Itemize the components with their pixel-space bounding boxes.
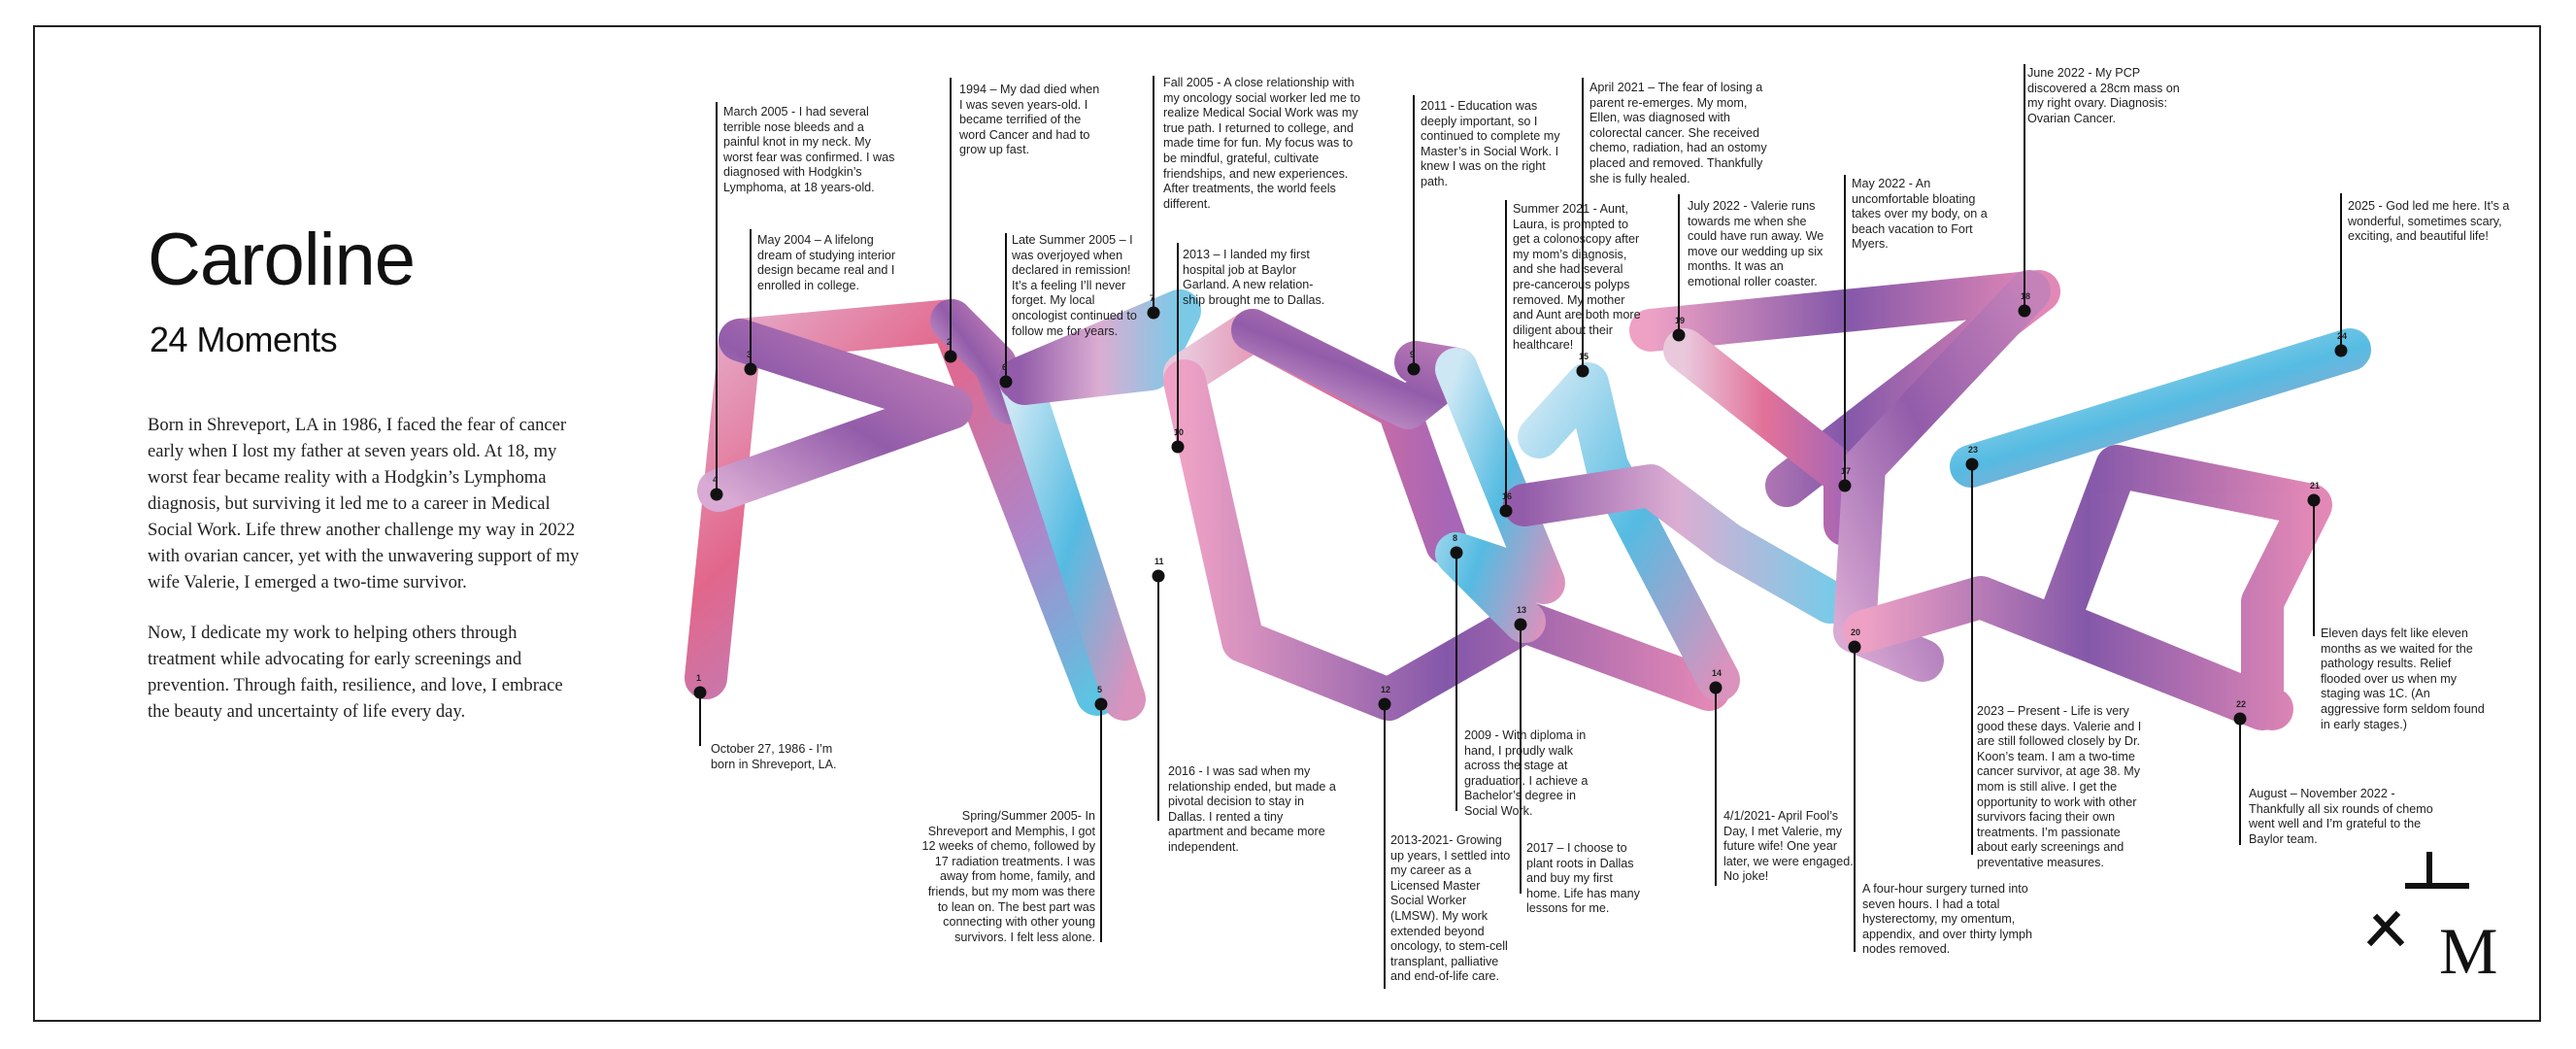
moment-number: 24 [2337,331,2348,341]
moment-caption: Fall 2005 - A close relationship with my oncology social worker led me to realize Medical Social Work was my true path. I returned to college, and made time for fun. My focus was to be mindful, grateful, cultivate friendships, and new experiences. After treatments, the world feels different. [1163,76,1360,211]
moment-dot [1710,682,1723,694]
moment-caption: Late Summer 2005 – I was overjoyed when declared in remission! It’s a feeling I’ll never forget. My local oncologist continued to follow me for years. [1012,233,1137,338]
moment-dot [2019,305,2031,318]
moment-number: 10 [1174,427,1185,437]
moment-dot [711,489,723,501]
moment-number: 16 [1502,491,1513,501]
moment-dot [1673,329,1686,342]
moment-number: 14 [1712,668,1723,678]
moment-number: 11 [1154,557,1164,566]
moment-number: 19 [1675,316,1686,325]
moment-caption: 2016 - I was sad when my relationship ended, but made a pivotal decision to stay in Dallas. I rented a tiny apartment and became more independent. [1168,764,1336,854]
moment-dot [1500,505,1513,518]
moment-caption: 2013 – I landed my first hospital job at Baylor Garland. A new relation-ship brought me to Dallas. [1183,248,1325,307]
moment-dot [2335,345,2348,357]
moment-number: 13 [1517,605,1527,615]
moment-number: 1 [696,673,702,683]
moment-number: 9 [1410,350,1416,359]
moment-dot [1839,480,1852,492]
moment-number: 22 [2236,699,2247,709]
moment-number: 21 [2310,481,2321,491]
moment-caption: May 2004 – A lifelong dream of studying interior design became real and I enrolled in college. [757,233,896,292]
moment-dot [1451,547,1463,559]
moment-number: 23 [1968,445,1979,455]
moment-caption: A four-hour surgery turned into seven hours. I had a total hysterectomy, my omentum, appendix, and over thirty lymph nodes removed. [1862,882,2033,957]
moment-dot [1000,376,1013,389]
moment-number: 15 [1579,352,1589,361]
page-title: Caroline [148,219,416,301]
moment-number: 4 [713,475,719,485]
moment-number: 7 [1150,293,1155,303]
bio-paragraph-1: Born in Shreveport, LA in 1986, I faced the fear of cancer early when I lost my father at seven years old. At 18, my worst fear became reality with a Hodgkin’s Lymphoma diagnosis, but surviving it led me to a career in Medical Social Work. Life threw another challenge my way in 2022 with ovarian cancer, yet with the unwavering support of my wife Valerie, I emerged a two-time survivor. [148,415,580,592]
bio-paragraph-2: Now, I dedicate my work to helping others through treatment while advocating for early screenings and prevention. Through faith, resilience, and love, I embrace the beauty and uncertainty of life every day. [148,623,563,722]
moment-dot [694,687,707,699]
moment-dot [1148,307,1160,320]
moment-number: 12 [1381,685,1391,694]
moment-caption: August – November 2022 - Thankfully all six rounds of chemo went well and I’m grateful to the Baylor team. [2249,787,2433,846]
moment-caption: March 2005 - I had several terrible nose bleeds and a painful knot in my neck. My worst fear was confirmed. I was diagnosed with Hodgkin’s Lymphoma, at 18 years-old. [723,105,895,194]
moment-caption: October 27, 1986 - I’m born in Shreveport, LA. [711,742,837,771]
moment-dot [1095,698,1108,711]
moment-number: 8 [1453,533,1458,543]
moment-number: 18 [2021,291,2031,301]
moment-caption: June 2022 - My PCP discovered a 28cm mass on my right ovary. Diagnosis: Ovarian Cancer. [2027,66,2180,125]
moment-caption: 2009 - With diploma in hand, I proudly walk across the stage at graduation. I achieve a Bachelor’s degree in Social Work. [1464,728,1589,818]
moment-dot [1379,698,1391,711]
moment-dot [1515,619,1527,631]
moment-number: 20 [1851,627,1861,637]
moment-dot [945,351,957,363]
moment-dot [2234,713,2247,726]
moment-caption: April 2021 – The fear of losing a parent re-emerges. My mom, Ellen, was diagnosed with colorectal cancer. She received chemo, radiation, had an ostomy placed and removed. Thankfully she is fully healed. [1589,81,1767,186]
moment-caption: July 2022 - Valerie runs towards me when she could have run away. We move our wedding up six months. It was an emotional roller coaster. [1688,199,1824,288]
moment-caption: 2023 – Present - Life is very good these days. Valerie and I are still followed closely by Dr. Koon’s team. I am a two-time cancer survivor, at age 38. My mom is still alive. I get the opportunity to work with other survivors facing their own treatments. I’m passionate about early screenings and preventative measures. [1977,704,2142,869]
moment-dot [745,363,757,376]
moment-number: 2 [947,337,953,347]
moment-caption: 4/1/2021- April Fool’s Day, I met Valerie, my future wife! One year later, we were engaged. No joke! [1723,809,1854,884]
moment-caption: Spring/Summer 2005- In Shreveport and Memphis, I got 12 weeks of chemo, followed by 17 radiation treatments. I was away from home, family, and friends, but my mom was there to lean on. The best part was connecting with other young survivors. I felt less alone. [921,809,1095,944]
moment-dot [2308,494,2321,507]
moment-caption: 2017 – I choose to plant roots in Dallas and buy my first home. Life has many lessons for me. [1526,841,1640,916]
moment-caption: 1994 – My dad died when I was seven years-old. I became terrified of the word Cancer and had to grow up fast. [959,83,1100,157]
moment-dot [1849,641,1861,654]
moment-caption: Summer 2021 - Aunt, Laura, is prompted to get a colonoscopy after my mom’s diagnosis, and she had several pre-cancerous polyps removed. My mother and Aunt are both more diligent about their healthcare! [1513,202,1641,353]
moment-caption: 2013-2021- Growing up years, I settled into my career as a Licensed Master Social Worker (LMSW). My work extended beyond oncology, to stem-cell transplant, palliative and end-of-life care. [1390,833,1511,984]
moment-caption: 2011 - Education was deeply important, so I continued to complete my Master’s in Social Work. I knew I was on the right path. [1421,99,1560,188]
moment-number: 17 [1841,466,1852,476]
moment-number: 3 [747,350,753,359]
moment-number: 6 [1002,362,1008,372]
moment-dot [1172,441,1185,454]
moment-dot [1966,458,1979,471]
moment-dot [1153,570,1165,583]
page-subtitle: 24 Moments [150,320,338,359]
moment-caption: 2025 - God led me here. It’s a wonderful, sometimes scary, exciting, and beautiful life! [2348,199,2510,244]
logo-letter: M [2439,914,2498,988]
moment-caption: May 2022 - An uncomfortable bloating takes over my body, on a beach vacation to Fort Myers. [1852,177,1988,252]
moment-caption: Eleven days felt like eleven months as we waited for the pathology results. Relief flooded over us when my staging was 1C. (An aggressive form seldom found in early stages.) [2321,626,2485,731]
moment-dot [1408,363,1421,376]
moment-dot [1577,365,1589,378]
moment-number: 5 [1097,685,1103,694]
